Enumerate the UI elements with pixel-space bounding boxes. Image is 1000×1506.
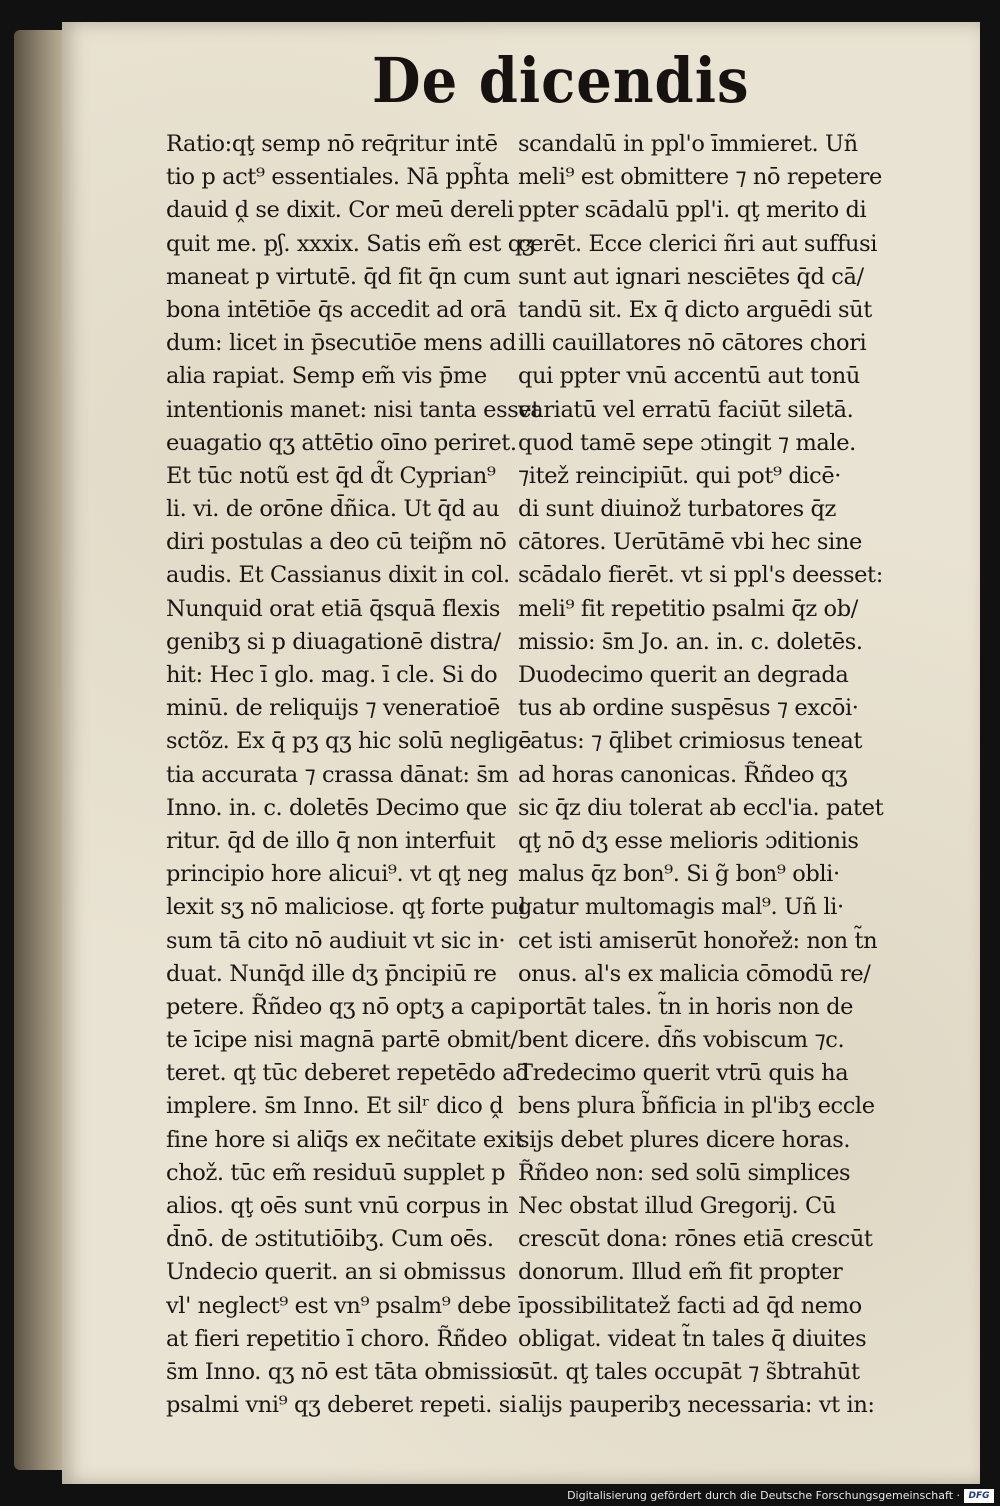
text-line: malus q̄z bon⁹. Si g̃ bon⁹ obli· [518,861,840,888]
funding-credit: Digitalisierung gefördert durch die Deutsche Forschungsgemeinschaft · [567,1489,960,1502]
text-line: Ratio:qţ semp nō req̄ritur intē [166,131,498,157]
right-text-column [518,128,908,1422]
text-line: Nec obstat illud Gregorij. Cū [518,1193,836,1219]
text-line: sum tā cito nō audiuit vt sic in· [166,927,506,954]
text-line: sic q̄z diu tolerat ab eccl'ia. patet [518,794,884,821]
text-line: psalmi vni⁹ qʒ deberet repeti. si [166,1392,517,1419]
text-line: sunt aut ignari nesciētes q̄d cā/ [518,263,864,290]
text-line: audis. Et Cassianus dixit in col. [166,562,510,589]
text-line: Nunquid orat etiā q̄squā flexis [166,595,501,622]
text-line: intentionis manet: nisi tanta esset [166,396,540,423]
text-line: sijs debet plures dicere horas. [518,1126,851,1153]
text-line: ritur. q̄d de illo q̄ non interfuit [166,827,496,854]
text-line: meli⁹ fit repetitio psalmi q̄z ob/ [518,595,858,622]
text-line: dauid ḓ se dixit. Cor meū dereli [166,197,514,224]
dfg-logo: DFG [964,1489,994,1503]
text-line: te īcipe nisi magnā partē obmit/ [166,1027,518,1054]
text-line: obligat. videat t̃n tales q̄ diuites [518,1325,867,1352]
text-line: Et tūc notũ est q̄d d̃t Cyprian⁹ [166,462,496,489]
text-line: scādalo fierēt. vt si ppl's deesset: [518,562,883,589]
text-line: minū. de reliquijs ⁊ veneratioē [166,695,500,722]
text-line: at fieri repetitio ī choro. R̃ñdeo [166,1325,508,1352]
text-line: principio hore alicui⁹. vt qţ neg [166,861,509,888]
text-line: implere. s̄m Inno. Et silʳ dico ḓ [166,1093,504,1120]
text-line: bona intētiōe q̄s accedit ad orā [166,296,507,323]
text-line: meli⁹ est obmittere ⁊ nō repetere [518,164,882,191]
text-line: illi cauillatores nō cātores chori [518,330,867,357]
text-line: ⁊itež reincipiūt. qui pot⁹ dicē· [518,462,842,489]
text-line: qţ nō dʒ esse melioris ɔditionis [518,827,859,854]
text-line: chož. tūc em̃ residuū supplet p [166,1159,506,1186]
text-line: s̄m Inno. qʒ nō est tāta obmissio [166,1358,522,1385]
text-line: hit: Hec ī glo. mag. ī cle. Si do [166,662,498,688]
text-line: donorum. Illud em̃ fit propter [518,1259,843,1286]
text-line: cet isti amiserūt honořež: non t̃n [518,927,878,954]
text-line: sctõz. Ex q̄ pʒ qʒ hic solū negligē [166,728,532,755]
text-line: alia rapiat. Semp em̃ vis p̄me [166,363,487,390]
text-line: cātores. Uerūtāmē vbi hec sine [518,529,862,556]
text-line: vl' neglect⁹ est vn⁹ psalm⁹ debe [166,1292,511,1319]
digitization-footer [0,1486,1000,1506]
text-line: alios. qţ oēs sunt vnū corpus in [166,1193,509,1219]
text-line: maneat p virtutē. q̄d fit q̄n cum [166,263,511,290]
text-line: qui ppter vnū accentū aut tonū [518,363,860,390]
text-line: onus. al's ex malicia cōmodū re/ [518,960,871,987]
text-line: bent dicere. d̄ñs vobiscum ⁊c. [518,1027,845,1054]
text-line: Inno. in. c. doletēs Decimo que [166,794,507,821]
text-line: missio: s̄m Jo. an. in. c. doletēs. [518,628,863,655]
text-line: cerēt. Ecce clerici ñri aut suffusi [518,230,878,257]
text-line: tus ab ordine suspēsus ⁊ excōi· [518,695,859,722]
text-line: tandū sit. Ex q̄ dicto arguēdi sūt [518,296,872,323]
text-line: bens plura b̃ñficia in pl'ibʒ eccle [518,1093,875,1120]
text-line: R̃ñdeo non: sed solū simplices [518,1159,851,1186]
text-line: quit me. pʃ. xxxix. Satis em̃ est qʒ [166,230,535,257]
text-line: gatur multomagis mal⁹. Uñ li· [518,894,844,921]
text-line: variatū vel erratū faciūt siletā. [518,396,854,423]
text-line: tia accurata ⁊ crassa dānat: s̄m [166,761,509,788]
text-line: Tredecimo querit vtrū quis ha [518,1060,849,1087]
text-line: īpossibilitatež facti ad q̄d nemo [518,1292,862,1319]
text-line: Undecio querit. an si obmissus [166,1259,506,1286]
text-line: tio p act⁹ essentiales. Nā pph̃ta [166,164,510,191]
text-line: catus: ⁊ q̄libet crimiosus teneat [518,728,863,755]
text-line: alijs pauperibʒ necessaria: vt in: [518,1392,875,1419]
text-line: euagatio qʒ attētio oīno periret. [166,429,517,456]
running-heading: De dicendis [372,44,750,118]
text-line: ad horas canonicas. R̃ñdeo qʒ [518,761,848,788]
text-line: ppter scādalū ppl'i. qţ merito di [518,197,867,224]
text-line: lexit sʒ nō maliciose. qţ forte pul [166,894,526,921]
text-line: di sunt diuinož turbatores q̄z [518,496,836,523]
text-line: sūt. qţ tales occupāt ⁊ s̃btrahūt [518,1358,860,1385]
text-line: teret. qţ tūc deberet repetēdo ad [166,1060,530,1087]
text-line: crescūt dona: rōnes etiā crescūt [518,1226,873,1253]
text-line: dum: licet in p̄secutiōe mens ad [166,330,517,357]
text-line: scandalū in ppl'o īmmieret. Uñ [518,131,858,157]
left-text-column [166,128,554,1422]
text-line: diri postulas a deo cū teip̃m nō [166,529,507,556]
text-line: d̄nō. de ɔstitutiōibʒ. Cum oēs. [166,1226,494,1253]
text-line: portāt tales. t̃n in horis non de [518,993,853,1020]
text-line: petere. R̃ñdeo qʒ nō optʒ a capi [166,993,517,1020]
text-line: li. vi. de orōne d̄ñica. Ut q̄d au [166,496,500,523]
text-line: genibʒ si p diuagationē distra/ [166,628,501,655]
text-line: duat. Nunq̄d ille dʒ p̄ncipiū re [166,960,497,987]
text-line: Duodecimo querit an degrada [518,662,849,688]
text-line: fine hore si aliq̄s ex nec̃itate exit [166,1126,524,1153]
text-line: quod tamē sepe ɔtingit ⁊ male. [518,429,856,456]
